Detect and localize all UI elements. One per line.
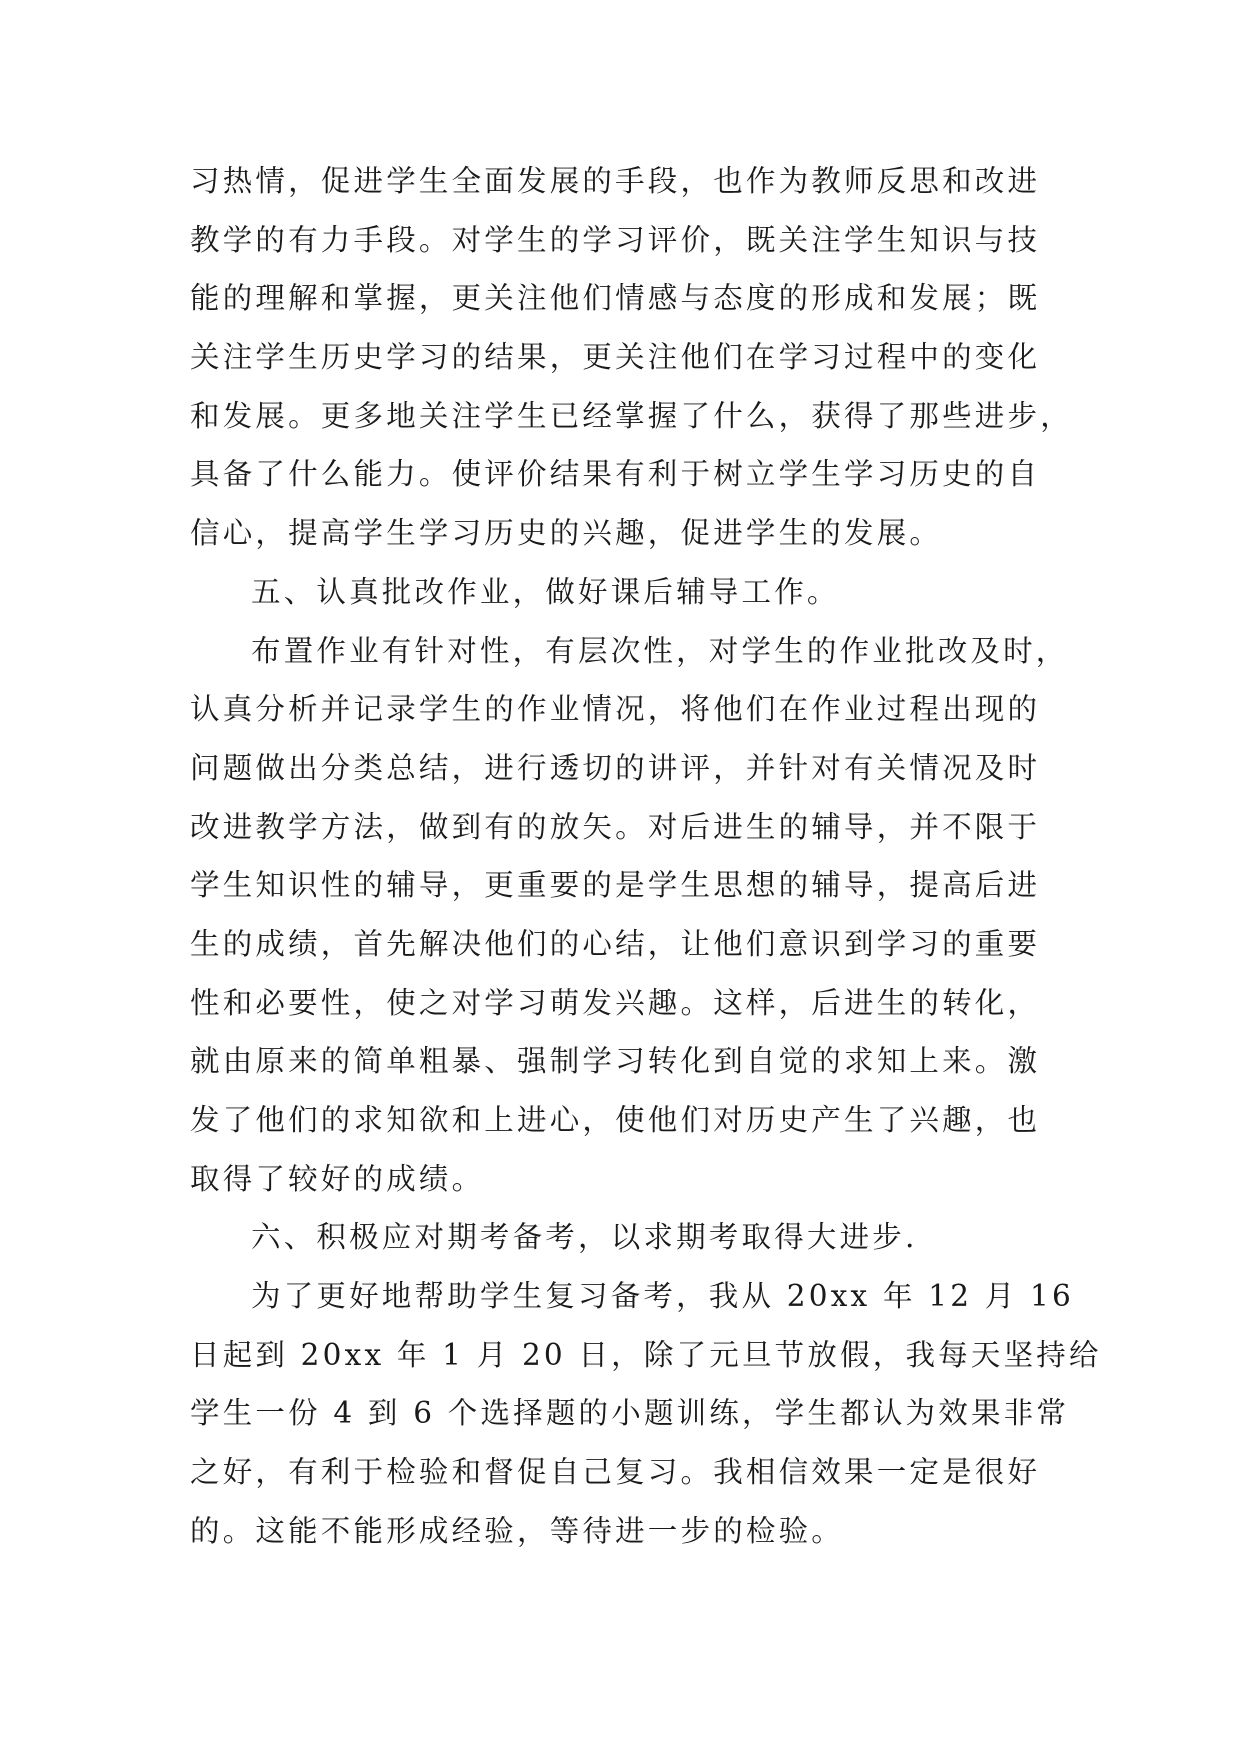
- paragraph-line: 取得了较好的成绩。: [190, 1161, 485, 1196]
- paragraph-line: 性和必要性，使之对学习萌发兴趣。这样，后进生的转化，: [190, 985, 1041, 1020]
- section-heading-five: 五、认真批改作业，做好课后辅导工作。: [251, 574, 840, 609]
- paragraph-line: 日起到 20xx 年 1 月 20 日，除了元旦节放假，我每天坚持给: [190, 1337, 1102, 1372]
- paragraph-line: 关注学生历史学习的结果，更关注他们在学习过程中的变化: [190, 340, 1041, 375]
- paragraph-line: 学生一份 4 到 6 个选择题的小题训练，学生都认为效果非常: [190, 1396, 1070, 1431]
- paragraph-line: 就由原来的简单粗暴、强制学习转化到自觉的求知上来。激: [190, 1044, 1041, 1079]
- paragraph-line: 和发展。更多地关注学生已经掌握了什么，获得了那些进步，: [190, 398, 1073, 433]
- paragraph-line: 具备了什么能力。使评价结果有利于树立学生学习历史的自: [190, 457, 1041, 492]
- document-body: [190, 152, 1102, 1561]
- paragraph-line: 教学的有力手段。对学生的学习评价，既关注学生知识与技: [190, 222, 1041, 257]
- paragraph-line: 为了更好地帮助学生复习备考，我从 20xx 年 12 月 16: [251, 1279, 1074, 1314]
- paragraph-line: 改进教学方法，做到有的放矢。对后进生的辅导，并不限于: [190, 809, 1041, 844]
- paragraph-line: 习热情，促进学生全面发展的手段，也作为教师反思和改进: [190, 164, 1041, 198]
- paragraph-line: 学生知识性的辅导，更重要的是学生思想的辅导，提高后进: [190, 868, 1041, 903]
- paragraph-line: 布置作业有针对性，有层次性，对学生的作业批改及时，: [251, 633, 1069, 668]
- paragraph-line: 发了他们的求知欲和上进心，使他们对历史产生了兴趣，也: [190, 1103, 1041, 1137]
- paragraph-line: 认真分析并记录学生的作业情况，将他们在作业过程出现的: [190, 692, 1041, 727]
- paragraph-line: 信心，提高学生学习历史的兴趣，促进学生的发展。: [190, 516, 943, 551]
- paragraph-line: 之好，有利于检验和督促自己复习。我相信效果一定是很好: [190, 1455, 1041, 1490]
- section-heading-six: 六、积极应对期考备考，以求期考取得大进步.: [251, 1220, 918, 1255]
- paragraph-line: 问题做出分类总结，进行透切的讲评，并针对有关情况及时: [190, 750, 1041, 785]
- paragraph-line: 生的成绩，首先解决他们的心结，让他们意识到学习的重要: [190, 926, 1041, 961]
- paragraph-line: 能的理解和掌握，更关注他们情感与态度的形成和发展；既: [190, 281, 1041, 316]
- paragraph-line: 的。这能不能形成经验，等待进一步的检验。: [190, 1513, 845, 1548]
